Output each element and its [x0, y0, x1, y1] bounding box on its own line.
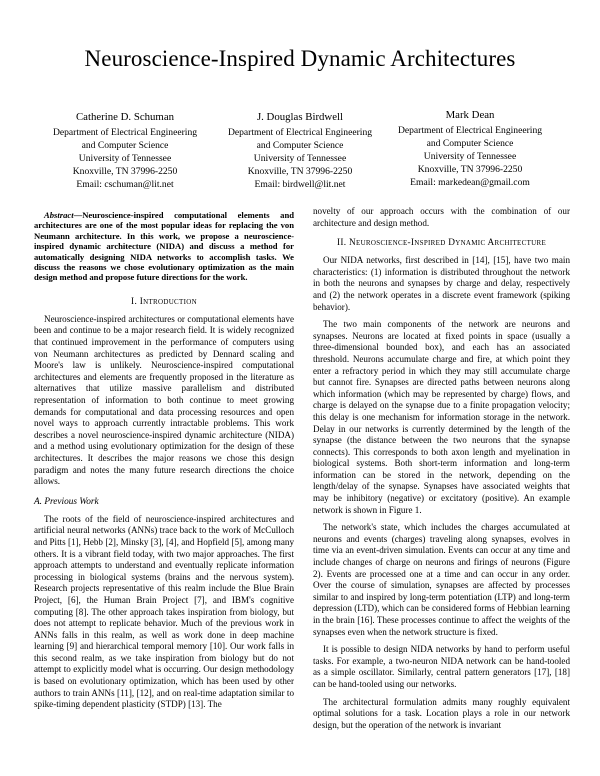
nida-paragraph-3: The network's state, which includes the charges accumulated at neurons and events (charges) traveling along synapses, evolves in time via an event-driven simulation. Events can occur at any time and include changes of charge on neurons and firings of neurons (Figure 2). Events are processed one at a time and can occur in any order. Over the course of simulation, synapses are affected by processes similar to and inspired by long-term potentiation (LTP) and long-term depression (LTD), which can be considered forms of Hebbian learning in the brain [16]. These processes continue to affect the weights of the synapses even when the network structure is fixed. — [313, 522, 570, 637]
subsection-heading-previous-work: A. Previous Work — [34, 496, 99, 507]
nida-paragraph-4: It is possible to design NIDA networks by hand to perform useful tasks. For example, a two-neuron NIDA network can be hand-tooled as a simple oscillator. Similarly, central pattern generators [17], [18] can be hand-tooled using our networks. — [313, 644, 570, 689]
author-affiliation-line: Knoxville, TN 37996-2250 — [72, 166, 178, 177]
paper-title: Neuroscience-Inspired Dynamic Architectures — [84, 46, 516, 71]
author-name: Mark Dean — [445, 109, 495, 121]
author-block-3 — [370, 108, 570, 189]
author-affiliation-line: University of Tennessee — [423, 151, 517, 162]
author-affiliation-line: Knoxville, TN 37996-2250 — [247, 166, 353, 177]
author-email: Email: markedean@gmail.com — [410, 177, 530, 188]
abstract-lead: Abstract — [44, 210, 74, 220]
author-affiliation-line: University of Tennessee — [253, 153, 347, 164]
author-block-1 — [25, 110, 225, 191]
previous-work-paragraph: The roots of the field of neuroscience-inspired architectures and artificial neural networks (ANNs) trace back to the work of McCulloch and Pitts [1], Hebb [2], Minsky [3], [4], and Hopfield [5], among many others. It is a vibrant field today, with two major approaches. The first approach attempts to understand and eventually replicate information processing in biological systems (brains and the nervous system). Research projects representative of this realm include the Blue Brain Project, [6], the Human Brain Project [7], and IBM's cognitive computing [8]. The other approach takes inspiration from biology, but does not attempt to replicate behavior. Much of the previous work in ANNs falls in this realm, as well as work done in deep machine learning [9] and hierarchical temporal memory [10]. Our work falls in this second realm, as we take inspiration from biology but do not attempt to explicitly model what is occurring. Our design methodology is based on evolutionary optimization, which has been used by other authors to train ANNs [11], [12], and on real-time adaptation similar to spike-timing dependent plasticity (STDP) [13]. The — [34, 513, 294, 710]
author-affiliation-line: Knoxville, TN 37996-2250 — [417, 164, 523, 175]
abstract — [34, 210, 294, 283]
intro-paragraph: Neuroscience-inspired architectures or computational elements have been and continue to be a major research field. It is widely recognized that continued improvement in the performance of computers using von Neumann architectures as predicted by Dennard scaling and Moore's law is unlikely. Neuroscience-inspired computational architectures and elements are frequently proposed in the literature as alternatives that utilize massive parallelism and distributed representation of information to both continue to meet growing demands for computational and data processing resources and open novel ways to approach currently intractable problems. This work describes a novel neuroscience-inspired dynamic architecture (NIDA) and a method using evolutionary optimization for the design of these architectures. It describes the major reasons we chose this design paradigm and notes the many future research directions the choice allows. — [34, 313, 294, 487]
section-heading-nida: II. Neuroscience-Inspired Dynamic Architecture — [336, 238, 547, 249]
author-affiliation-line: Department of Electrical Engineering — [397, 125, 543, 136]
left-column — [34, 210, 294, 717]
author-email: Email: cschuman@lit.net — [76, 179, 174, 190]
continued-paragraph: novelty of our approach occurs with the combination of our architecture and design method. — [313, 206, 570, 228]
author-affiliation-line: Department of Electrical Engineering — [52, 127, 198, 138]
author-name: J. Douglas Birdwell — [256, 111, 344, 123]
section-heading-introduction: I. Introduction — [131, 296, 197, 307]
abstract-text: —Neuroscience-inspired computational elements and architectures are one of the most popular ideas for replacing the von Neumann architecture. In this work, we propose a neuroscience-inspired dynamic architecture (NIDA) and discuss a method for automatically designing NIDA networks to accomplish tasks. We discuss the reasons we chose evolutionary optimization as the main design method and propose future directions for the work. — [34, 210, 294, 283]
nida-paragraph-1: Our NIDA networks, first described in [14], [15], have two main characteristics: (1) information is distributed throughout the network in both the neurons and synapses by charge and delay, respectively and (2) the network operates in a discrete event framework (spiking behavior). — [313, 255, 570, 312]
author-affiliation-line: and Computer Science — [426, 138, 514, 149]
author-email: Email: birdwell@lit.net — [254, 179, 346, 190]
nida-paragraph-2: The two main components of the network are neurons and synapses. Neurons are located at fixed points in space (usually a three-dimensional bounded box), and each has an associated threshold. Neurons accumulate charge and fire, at which point they enter a refractory period in which they may still accumulate charge but cannot fire. Synapses are directed paths between neurons along which information (which may be represented by charge) flows, and charge is delayed on the synapse due to a finite propagation velocity; this delay is one mechanism for information storage in the network. Delay in our networks is currently determined by the length of the synapse (the distance between the two neurons that the synapse connects). This corresponds to both axon length and myelination in biological systems. Both short-term information and long-term information can be stored in the network, depending on the length/delay of the synapse. Synapses have associated weights that may be inhibitory (negative) or excitatory (positive). An example network is shown in Figure 1. — [313, 319, 570, 515]
author-affiliation-line: University of Tennessee — [78, 153, 172, 164]
author-affiliation-line: Department of Electrical Engineering — [227, 127, 373, 138]
author-affiliation-line: and Computer Science — [256, 140, 344, 151]
author-affiliation-line: and Computer Science — [81, 140, 169, 151]
nida-paragraph-5: The architectural formulation admits many roughly equivalent optimal solutions for a task. Location plays a role in our network design, but the operation of the network is invariant — [313, 696, 570, 730]
author-name: Catherine D. Schuman — [75, 111, 175, 123]
right-column — [313, 206, 570, 737]
